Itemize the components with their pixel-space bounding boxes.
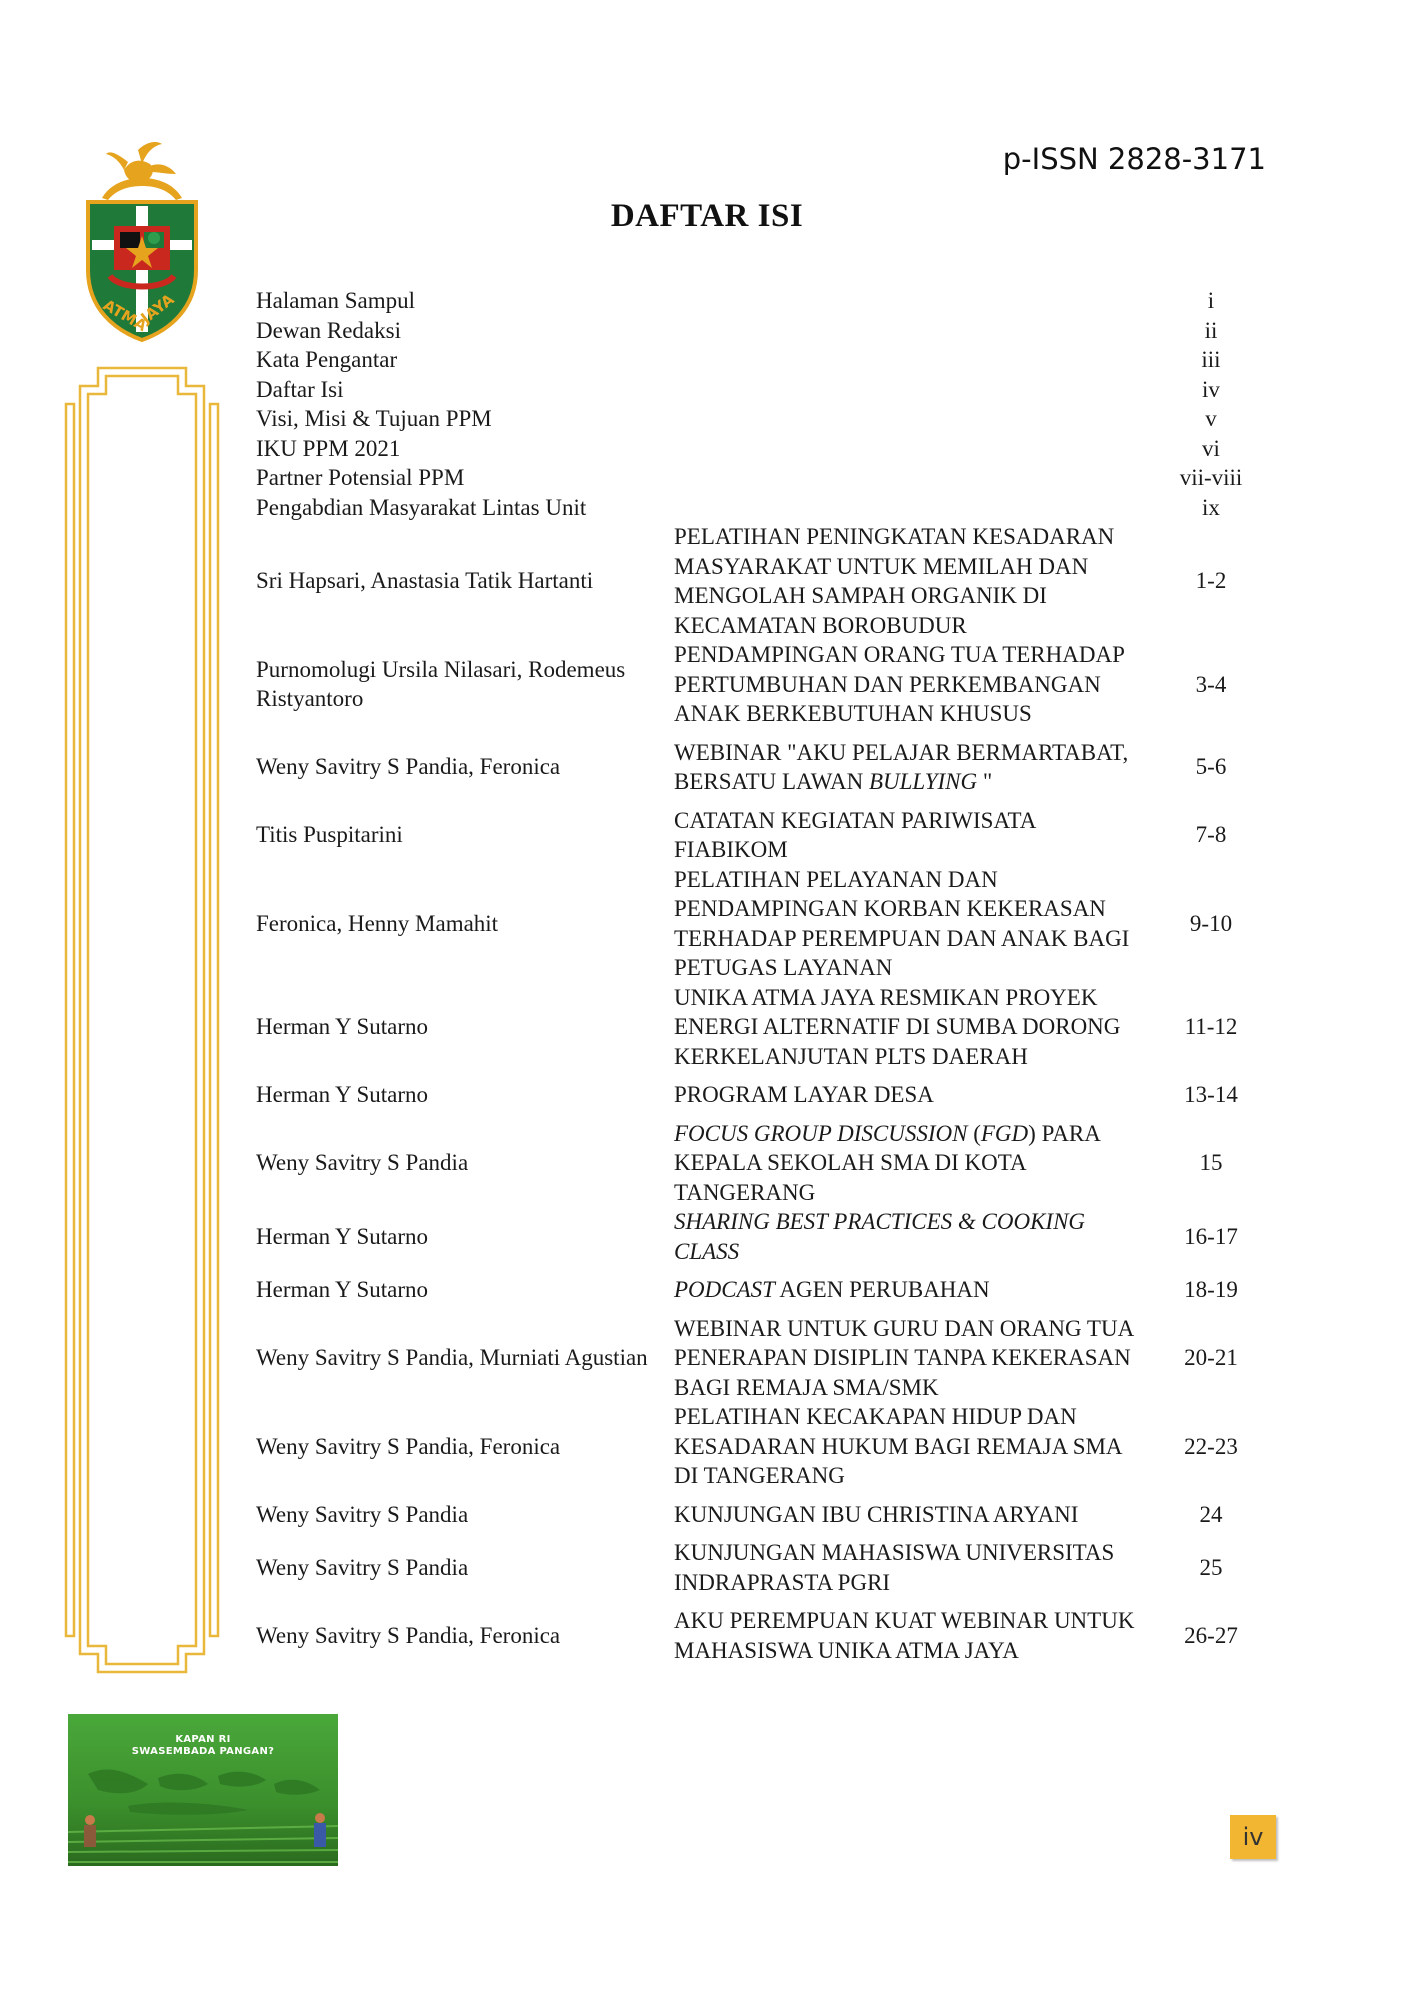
toc-front-label: Daftar Isi: [256, 376, 344, 402]
toc-front-label: Pengabdian Masyarakat Lintas Unit: [256, 494, 587, 520]
title-line: SHARING BEST PRACTICES & COOKING: [674, 1209, 1086, 1234]
toc-entry-pages: 20-21: [1184, 1345, 1238, 1370]
title-line: PROGRAM LAYAR DESA: [674, 1082, 934, 1107]
toc-entry-pages: 3-4: [1195, 671, 1227, 697]
decorative-frame: [64, 364, 220, 1676]
toc-entry-title: [674, 1275, 1166, 1305]
title-line: PODCAST AGEN PERUBAHAN: [674, 1277, 990, 1302]
toc-front-label: Halaman Sampul: [256, 288, 416, 313]
title-line: PENDAMPINGAN ORANG TUA TERHADAP: [674, 642, 1125, 667]
toc-front-label: Kata Pengantar: [256, 347, 398, 372]
toc-front-item: [256, 375, 1256, 405]
toc-front-label: Visi, Misi & Tujuan PPM: [256, 406, 492, 431]
toc-entry-title: [674, 1606, 1166, 1665]
toc-front-page: v: [1205, 406, 1217, 431]
title-line: FIABIKOM: [674, 837, 788, 862]
toc-entry-author: Herman Y Sutarno: [256, 1277, 429, 1302]
title-line: CATATAN KEGIATAN PARIWISATA: [674, 807, 1037, 833]
toc-entry-pages: 5-6: [1195, 754, 1227, 780]
title-line: FOCUS GROUP DISCUSSION (FGD) PARA: [674, 1120, 1101, 1146]
toc-entry-title: [674, 522, 1166, 640]
toc-entry: [256, 640, 1256, 729]
toc-entry-author: Weny Savitry S Pandia, Feronica: [256, 754, 561, 780]
toc-entry-title: [674, 983, 1166, 1072]
title-line: UNIKA ATMA JAYA RESMIKAN PROYEK: [674, 984, 1098, 1010]
toc-entry-pages: 13-14: [1184, 1082, 1238, 1107]
toc-entry: [256, 1119, 1256, 1208]
toc-entry-author: Weny Savitry S Pandia: [256, 1150, 469, 1175]
title-line: BERSATU LAWAN BULLYING ": [674, 769, 993, 794]
title-line: TERHADAP PEREMPUAN DAN ANAK BAGI: [674, 925, 1130, 951]
title-line: BAGI REMAJA SMA/SMK: [674, 1374, 939, 1400]
atma-jaya-logo-icon: [80, 140, 204, 350]
toc-entry-title: [674, 1119, 1166, 1208]
toc-entry-pages: 11-12: [1184, 1014, 1238, 1039]
toc-entry-author: Weny Savitry S Pandia, Feronica: [256, 1622, 561, 1648]
title-line: KUNJUNGAN IBU CHRISTINA ARYANI: [674, 1501, 1079, 1527]
toc-front-page: vi: [1202, 435, 1220, 461]
toc-entry: [256, 522, 1256, 640]
toc-entry: [256, 1207, 1256, 1266]
toc-front-label: Dewan Redaksi: [256, 317, 401, 343]
banner-text: [68, 1734, 338, 1758]
title-line: TANGERANG: [674, 1179, 816, 1205]
title-line: WEBINAR "AKU PELAJAR BERMARTABAT,: [674, 739, 1129, 765]
toc-entry-author: Weny Savitry S Pandia, Murniati Agustian: [256, 1345, 648, 1370]
toc-entry-title: [674, 806, 1166, 865]
toc-entry-author: Sri Hapsari, Anastasia Tatik Hartanti: [256, 568, 594, 594]
title-line: KERKELANJUTAN PLTS DAERAH: [674, 1043, 1028, 1069]
toc-front-label: IKU PPM 2021: [256, 435, 401, 461]
toc-front-item: [256, 493, 1256, 523]
toc-front-item: [256, 286, 1256, 316]
title-line: PERTUMBUHAN DAN PERKEMBANGAN: [674, 671, 1101, 697]
toc-entry-author: Herman Y Sutarno: [256, 1014, 429, 1039]
page-title: DAFTAR ISI: [610, 198, 804, 234]
toc-entry-title: [674, 1314, 1166, 1403]
toc-front-item: [256, 463, 1256, 493]
toc-entry-author: Herman Y Sutarno: [256, 1223, 429, 1249]
toc-front-label: Partner Potensial PPM: [256, 465, 465, 490]
toc-front-page: iv: [1202, 376, 1220, 402]
toc-entry-pages: 1-2: [1195, 568, 1227, 594]
toc-entry-pages: 9-10: [1189, 910, 1233, 936]
toc-front-page: vii-viii: [1179, 465, 1243, 490]
title-line: ANAK BERKEBUTUHAN KHUSUS: [674, 701, 1032, 726]
toc-entry: [256, 806, 1256, 865]
toc-entry: [256, 1275, 1256, 1305]
toc-entry-pages: 22-23: [1184, 1433, 1238, 1459]
toc-front-page: ii: [1204, 317, 1218, 343]
title-line: MAHASISWA UNIKA ATMA JAYA: [674, 1637, 1019, 1663]
toc-entry-pages: 25: [1199, 1554, 1223, 1580]
toc-entry-title: [674, 1538, 1166, 1597]
title-line: MASYARAKAT UNTUK MEMILAH DAN: [674, 553, 1089, 579]
toc-entry: [256, 865, 1256, 983]
title-line: KUNJUNGAN MAHASISWA UNIVERSITAS: [674, 1540, 1115, 1565]
toc-entry: [256, 738, 1256, 797]
title-line: PETUGAS LAYANAN: [674, 955, 893, 980]
toc-entry: [256, 1606, 1256, 1665]
title-line: PENDAMPINGAN KORBAN KEKERASAN: [674, 896, 1106, 921]
toc-entry-author: Weny Savitry S Pandia: [256, 1554, 469, 1580]
title-line: KESADARAN HUKUM BAGI REMAJA SMA: [674, 1433, 1123, 1459]
title-line: MENGOLAH SAMPAH ORGANIK DI: [674, 583, 1047, 608]
title-line: INDRAPRASTA PGRI: [674, 1569, 891, 1595]
svg-text:JAYA: JAYA: [137, 290, 178, 328]
toc-entry-title: [674, 640, 1166, 729]
toc-entry-pages: 24: [1199, 1501, 1223, 1527]
banner-text-line: SWASEMBADA PANGAN?: [131, 1746, 275, 1757]
toc-entry-author: Weny Savitry S Pandia, Feronica: [256, 1433, 561, 1459]
toc-entry-pages: 26-27: [1184, 1622, 1238, 1648]
table-of-contents: [256, 286, 1256, 1665]
toc-front-item: [256, 434, 1256, 464]
toc-entry-author: Feronica, Henny Mamahit: [256, 910, 499, 936]
toc-front-page: iii: [1201, 347, 1221, 372]
toc-entry-title: [674, 1402, 1166, 1491]
toc-entry: [256, 983, 1256, 1072]
title-line: PELATIHAN PENINGKATAN KESADARAN: [674, 524, 1115, 549]
toc-entry-pages: 15: [1199, 1150, 1223, 1175]
issn-label: p-ISSN 2828-3171: [1002, 142, 1266, 176]
toc-front-page: i: [1207, 288, 1215, 313]
toc-front-item: [256, 316, 1256, 346]
toc-entry-author: Purnomolugi Ursila Nilasari, Rodemeus Ristyantoro: [256, 656, 626, 712]
toc-front-page: ix: [1202, 494, 1220, 520]
banner-text-line: KAPAN RI: [175, 1734, 231, 1745]
swasembada-pangan-banner: [68, 1714, 338, 1866]
toc-entry-pages: 16-17: [1184, 1223, 1238, 1249]
toc-entry-pages: 18-19: [1184, 1277, 1238, 1302]
toc-entry-author: Herman Y Sutarno: [256, 1082, 429, 1107]
title-line: PELATIHAN PELAYANAN DAN: [674, 866, 998, 892]
toc-entry-pages: 7-8: [1195, 822, 1227, 848]
svg-text:ATMA: ATMA: [100, 295, 150, 336]
toc-entry: [256, 1500, 1256, 1530]
toc-entry-title: [674, 865, 1166, 983]
toc-entry-author: Weny Savitry S Pandia: [256, 1501, 469, 1527]
toc-entry-title: [674, 1080, 1166, 1110]
toc-front-item: [256, 404, 1256, 434]
toc-entry-title: [674, 1500, 1166, 1530]
title-line: PENERAPAN DISIPLIN TANPA KEKERASAN: [674, 1345, 1131, 1370]
toc-entry: [256, 1402, 1256, 1491]
toc-front-item: [256, 345, 1256, 375]
title-line: KEPALA SEKOLAH SMA DI KOTA: [674, 1150, 1027, 1175]
toc-entry-title: [674, 738, 1166, 797]
toc-entry: [256, 1314, 1256, 1403]
toc-entry: [256, 1080, 1256, 1110]
title-line: PELATIHAN KECAKAPAN HIDUP DAN: [674, 1404, 1077, 1429]
title-line: CLASS: [674, 1238, 740, 1264]
title-line: AKU PEREMPUAN KUAT WEBINAR UNTUK: [674, 1608, 1135, 1633]
title-line: DI TANGERANG: [674, 1463, 845, 1488]
page-number-badge: iv: [1230, 1815, 1276, 1859]
toc-entry: [256, 1538, 1256, 1597]
toc-entry-title: [674, 1207, 1166, 1266]
title-line: ENERGI ALTERNATIF DI SUMBA DORONG: [674, 1014, 1121, 1039]
toc-entry-author: Titis Puspitarini: [256, 822, 403, 848]
title-line: WEBINAR UNTUK GURU DAN ORANG TUA: [674, 1315, 1135, 1341]
title-line: KECAMATAN BOROBUDUR: [674, 612, 967, 638]
